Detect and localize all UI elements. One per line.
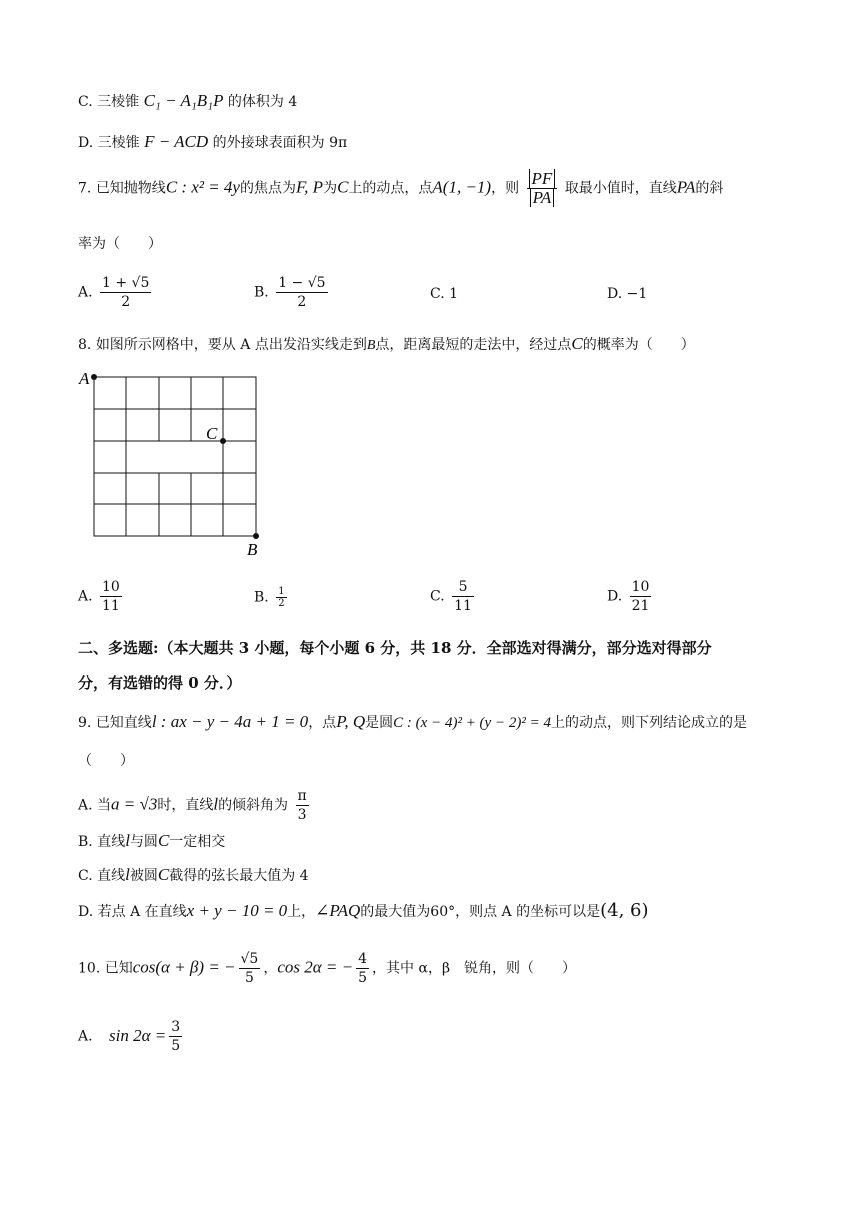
fraction [169,1018,182,1055]
numerator: 4 [358,951,368,967]
stem-text: 如图所示网格中，要从 A 点出发沿实线走到 [95,337,367,353]
stem-text: ， [263,960,278,977]
point-a [91,374,97,380]
numerator: 5 [452,578,474,597]
q9-stem [78,713,747,732]
math-expr: l : ax − y − 4a + 1 = 0 [151,712,309,731]
option-text: 一定相交 [169,834,226,850]
denominator: 2 [297,294,307,310]
point-b [253,533,259,539]
stem-text: 的斜 [695,180,724,197]
fraction [356,950,369,987]
option-label: A. [78,284,93,301]
option-text: 上， [287,904,316,920]
question-number: 10. [78,960,101,977]
option-text: 的体积为 4 [227,94,298,110]
option-label: C. [78,868,93,884]
option-label: C. [430,588,445,605]
numerator: 1 [278,586,285,597]
denominator: 11 [454,598,472,614]
q9-option-a [78,787,312,824]
denominator: 21 [631,598,650,614]
math-value: 60° [430,904,456,920]
denominator: 5 [244,970,254,986]
grid-border [94,377,256,536]
stem-text: 已知 [104,960,133,977]
stem-text: ，点 [308,715,337,731]
denominator: PA [530,188,555,207]
option-text: 三棱锥 [97,135,140,151]
numerator: 1 − √5 [278,275,326,291]
option-text: 截得的弦长最大值为 4 [169,868,309,884]
denominator: 11 [102,598,120,614]
option-text: 若点 A 在直线 [97,904,187,920]
q6-option-d [78,133,347,152]
math-expr: ∠PAQ [315,901,361,920]
q7-option-a [78,274,154,311]
fraction [239,950,261,987]
math-expr: PA [676,177,696,197]
option-label: D. [607,588,623,605]
fraction [452,578,474,615]
option-label: B. [78,834,93,850]
numerator: PF [529,169,556,188]
math-expr: C : (x − 4)² + (y − 2)² = 4 [393,715,551,731]
math-expr: P, Q [336,712,366,731]
denominator: 2 [278,598,285,609]
fraction [100,274,151,311]
option-text: 与圆 [129,834,158,850]
option-text: 的最大值为 [360,904,431,920]
q7-stem [78,170,723,207]
math-value: (4, 6) [600,900,649,921]
fraction [100,578,122,615]
option-label: D. [607,286,623,302]
option-label: C. [78,94,93,110]
fraction [276,586,286,609]
math-expr: F − ACD [144,132,209,151]
label-c: C [206,424,218,443]
numerator: 3 [171,1019,181,1035]
math-expr: C₁ − A₁B₁P [143,91,224,110]
math-expr: C [337,177,349,197]
stem-text: 上的动点，点 [348,180,433,197]
numerator: √5 [240,951,259,967]
q7-option-c [430,285,458,303]
question-number: 8. [78,337,92,353]
stem-text: 取最小值时，直线 [564,180,677,197]
q8-option-b [254,586,290,609]
fraction [276,274,327,311]
q8-stem [78,335,695,355]
option-text: 时，直线 [157,797,214,814]
math-expr: cos(α + β) = − [132,957,236,977]
math-expr: C [157,831,170,850]
math-expr: F, P [295,177,324,197]
math-expr: cos 2α = − [277,957,354,977]
numerator: 1 + √5 [102,275,150,291]
math-expr: l [125,831,130,850]
grid-diagram [78,368,278,560]
math-expr: C [571,334,583,353]
q8-option-a [78,578,125,615]
denominator: 5 [171,1038,181,1054]
section-heading-line2: 分，有选错的得 0 分．） [78,674,242,692]
question-number: 9. [78,715,92,731]
option-text: 直线 [97,868,126,884]
q7-option-d [607,285,647,303]
option-label: A. [78,797,93,814]
option-label: B. [254,589,269,606]
label-a: A [79,369,90,388]
stem-text: ，则 [491,180,520,197]
option-text: ，则点 A 的坐标可以是 [455,904,601,920]
q7-stem-line2: 率为（ ） [78,236,162,252]
math-expr: A(1, −1) [432,177,492,197]
stem-text: 的焦点为 [239,180,296,197]
option-label: D. [78,904,94,920]
math-expr: l [213,794,219,814]
question-number: 7. [78,180,92,197]
option-label: D. [78,135,94,151]
numerator: 10 [102,579,120,595]
denominator: 3 [297,807,307,823]
math-value: 9π [329,135,348,151]
fraction [527,170,558,207]
math-expr: l [125,865,130,884]
stem-text: 是圆 [365,715,394,731]
math-expr: C : x² = 4y [165,177,240,197]
denominator: 2 [121,294,131,310]
fraction [630,578,652,615]
q9-stem-line2: （ ） [78,753,134,769]
math-expr: B [366,338,376,353]
grid-lines [94,377,256,536]
stem-text: ，其中 α，β 锐角，则（ ） [372,960,577,977]
q10-option-a [78,1018,185,1055]
q6-option-c [78,92,297,111]
math-expr: a = √3 [111,794,158,814]
fraction [296,787,309,824]
q8-option-d [607,578,654,615]
option-label: C. [430,286,445,302]
math-expr: x + y − 10 = 0 [186,901,288,920]
option-text: 三棱锥 [97,94,140,110]
stem-text: 的概率为（ ） [582,337,695,353]
q8-option-c [430,578,477,615]
stem-text: 上的动点，则下列结论成立的是 [550,715,747,731]
math-expr: sin 2α = [109,1025,167,1045]
option-label: A. [78,588,93,605]
section-heading: 二、多选题:（本大题共 3 小题，每个小题 6 分，共 18 分．全部选对得满分，部分选对得部分 [78,639,712,657]
option-text: 直线 [97,834,126,850]
option-text: 被圆 [129,868,158,884]
option-text: 的外接球表面积为 [212,135,325,151]
label-b: B [247,540,258,559]
stem-text: 已知直线 [95,715,152,731]
point-c [220,438,226,444]
option-text: 1 [449,286,459,302]
q9-option-c [78,866,309,885]
q9-option-d [78,902,649,921]
q9-option-b [78,832,225,851]
option-label: A. [78,1028,93,1045]
numerator: π [297,788,307,804]
stem-text: 点，距离最短的走法中，经过点 [375,337,572,353]
numerator: 10 [631,579,650,595]
option-text: 的倾斜角为 [218,797,289,814]
q10-stem [78,950,576,987]
stem-text: 已知抛物线 [95,180,166,197]
option-label: B. [254,284,269,301]
denominator: 5 [358,970,368,986]
q7-option-b [254,274,331,311]
stem-text: 为 [323,180,338,197]
option-text: 当 [97,797,112,814]
math-expr: C [157,865,170,884]
option-text: −1 [626,286,648,302]
